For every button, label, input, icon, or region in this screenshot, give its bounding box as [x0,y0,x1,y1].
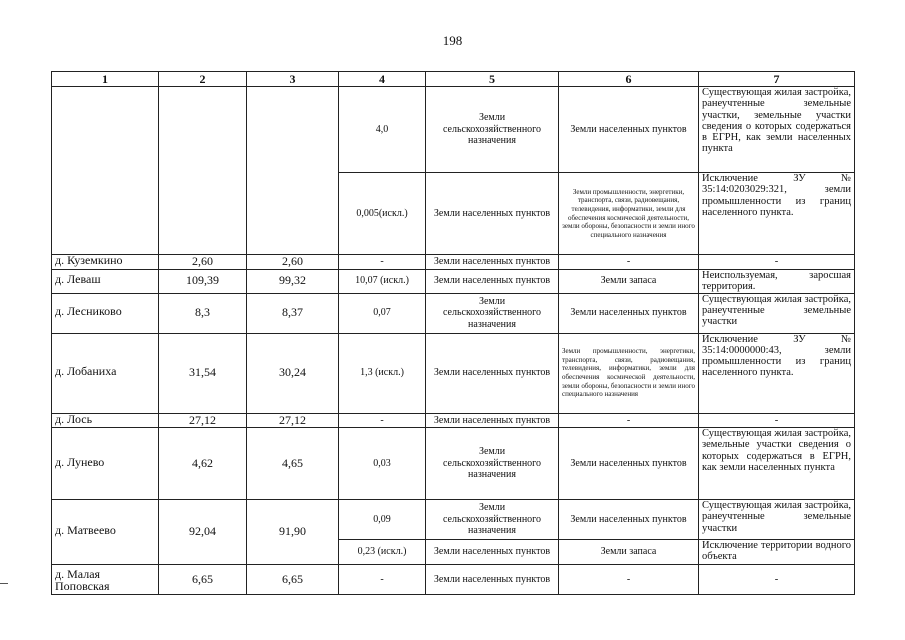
page-number: 198 [442,33,463,48]
cell-area-before: 8,3 [159,293,247,333]
cell-area-before: 6,65 [159,565,247,595]
cell-category-to: - [559,413,699,428]
cell-settlement: д. Куземкино [52,255,159,270]
cell-empty [52,87,159,255]
cell-note: Исключение ЗУ № 35:14:0000000:43, земли промышленности из границ населенного пункта. [699,333,855,413]
cell-category-to: - [559,565,699,595]
cell-category-to: Земли населенных пунктов [559,428,699,500]
cell-category-from: Земли населенных пунктов [426,565,559,595]
header-col-3: 3 [247,72,339,87]
cell-note: - [699,255,855,270]
cell-area-change: - [339,565,426,595]
header-col-2: 2 [159,72,247,87]
cell-category-from: Земли сельскохозяйственного назначения [426,428,559,500]
cell-area-change: 0,07 [339,293,426,333]
cell-settlement: д. Лесниково [52,293,159,333]
cell-note: - [699,565,855,595]
cell-note: Существующая жилая застройка, ранеучтенные земельные участки, земельные участки сведения о которых содержаться в ЕГРН, как земли населенных пункта [699,87,855,173]
cell-settlement: д. Лось [52,413,159,428]
cell-settlement: д. Малая Поповская [52,565,159,595]
cell-area-after: 6,65 [247,565,339,595]
table-row [52,500,855,540]
cell-settlement: д. Леваш [52,269,159,293]
cell-area-change: - [339,255,426,270]
cell-area-after: 27,12 [247,413,339,428]
cell-category-from: Земли населенных пунктов [426,255,559,270]
header-col-4: 4 [339,72,426,87]
cell-area-before: 27,12 [159,413,247,428]
cell-empty [247,87,339,255]
cell-area-change: 0,23 (искл.) [339,540,426,565]
cell-note: Исключение территории водного объекта [699,540,855,565]
table-row [52,269,855,293]
table-row [52,413,855,428]
cell-category-from: Земли населенных пунктов [426,269,559,293]
header-col-1: 1 [52,72,159,87]
cell-note: Существующая жилая застройка, ранеучтенные земельные участки [699,500,855,540]
cell-area-change: 1,3 (искл.) [339,333,426,413]
cell-category-from: Земли населенных пунктов [426,173,559,255]
cell-category-to: Земли населенных пунктов [559,500,699,540]
cell-area-change: 0,005(искл.) [339,173,426,255]
land-table [51,71,855,595]
cell-area-before: 92,04 [159,500,247,565]
cell-category-from: Земли населенных пунктов [426,333,559,413]
header-col-7: 7 [699,72,855,87]
cell-category-to: Земли населенных пунктов [559,87,699,173]
cell-note: Исключение ЗУ № 35:14:0203029:321, земли промышленности из границ населенного пункта. [699,173,855,255]
cell-area-change: 10,07 (искл.) [339,269,426,293]
cell-area-change: - [339,413,426,428]
table-row [52,293,855,333]
cell-area-after: 2,60 [247,255,339,270]
cell-settlement: д. Матвеево [52,500,159,565]
cell-area-change: 0,09 [339,500,426,540]
table-row [52,87,855,173]
cell-note: Существующая жилая застройка, ранеучтенные земельные участки [699,293,855,333]
cell-settlement: д. Лобаниха [52,333,159,413]
cell-area-after: 8,37 [247,293,339,333]
cell-category-to: Земли промышленности, энергетики, транспорта, связи, радиовещания, телевидения, информатики, земли для обеспечения космической деятельности, земли обороны, безопасности и земли иного специального назначения [559,333,699,413]
land-table-container [51,71,854,595]
cell-category-from: Земли сельскохозяйственного назначения [426,87,559,173]
table-row [52,565,855,595]
cell-category-to: Земли промышленности, энергетики, транспорта, связи, радиовещания, телевидения, информатики, земли для обеспечения космической деятельности, земли обороны, безопасности и земли иного специального назначения [559,173,699,255]
cell-category-to: Земли запаса [559,269,699,293]
cell-note: Неиспользуемая, заросшая территория. [699,269,855,293]
cell-area-after: 4,65 [247,428,339,500]
cell-empty [159,87,247,255]
cell-category-to: Земли запаса [559,540,699,565]
table-row [52,255,855,270]
margin-mark [0,583,8,584]
header-col-6: 6 [559,72,699,87]
cell-category-from: Земли сельскохозяйственного назначения [426,293,559,333]
cell-category-to: - [559,255,699,270]
header-col-5: 5 [426,72,559,87]
cell-area-after: 91,90 [247,500,339,565]
cell-area-before: 109,39 [159,269,247,293]
cell-area-before: 2,60 [159,255,247,270]
cell-category-to: Земли населенных пунктов [559,293,699,333]
cell-note: - [699,413,855,428]
cell-area-after: 30,24 [247,333,339,413]
cell-category-from: Земли сельскохозяйственного назначения [426,500,559,540]
cell-area-after: 99,32 [247,269,339,293]
cell-area-change: 0,03 [339,428,426,500]
table-row [52,333,855,413]
cell-settlement: д. Лунево [52,428,159,500]
cell-note: Существующая жилая застройка, земельные участки сведения о которых содержаться в ЕГРН, как земли населенных пункта [699,428,855,500]
cell-category-from: Земли населенных пунктов [426,413,559,428]
cell-area-before: 4,62 [159,428,247,500]
table-header-row [52,72,855,87]
cell-area-change: 4,0 [339,87,426,173]
cell-category-from: Земли населенных пунктов [426,540,559,565]
cell-area-before: 31,54 [159,333,247,413]
table-row [52,428,855,500]
